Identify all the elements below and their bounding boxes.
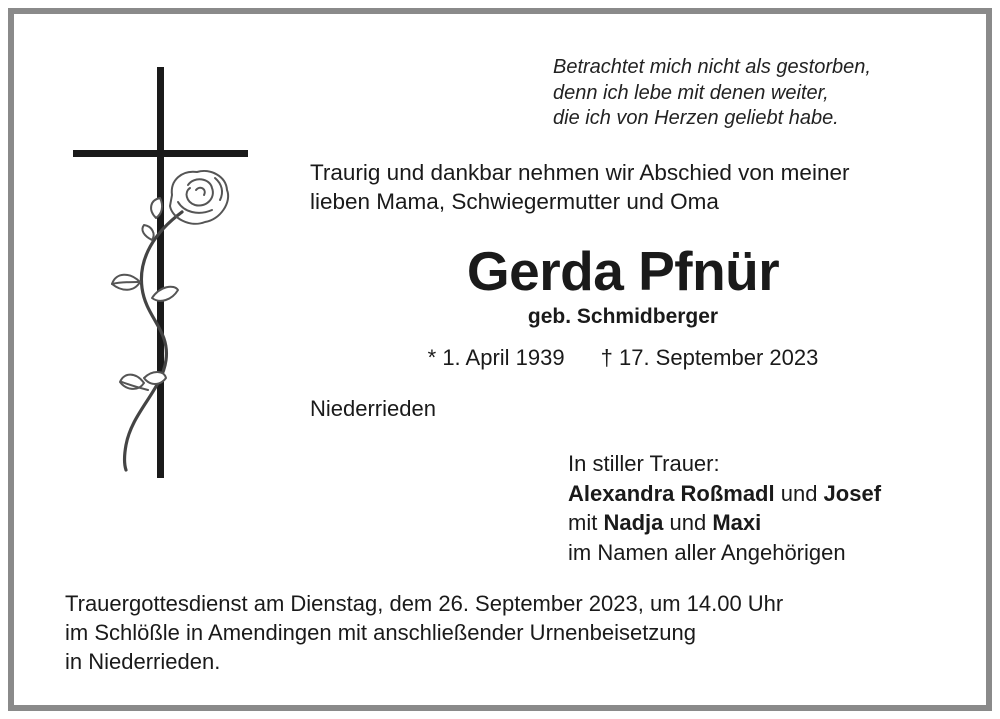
maiden-name: geb. Schmidberger bbox=[527, 305, 719, 328]
intro-line: Traurig und dankbar nehmen wir Abschied von meiner bbox=[310, 160, 850, 185]
mourner-joiner: und bbox=[663, 510, 713, 535]
mourner-prefix: mit bbox=[568, 510, 604, 535]
service-line: in Niederrieden. bbox=[65, 649, 221, 674]
service-line: Trauergottesdienst am Dienstag, dem 26. September 2023, um 14.00 Uhr bbox=[65, 591, 784, 616]
residence-place: Niederrieden bbox=[310, 396, 436, 421]
mourner-name: Maxi bbox=[712, 510, 762, 535]
mourner-name: Alexandra Roßmadl bbox=[568, 480, 775, 506]
intro-line: lieben Mama, Schwiegermutter und Oma bbox=[310, 189, 719, 214]
mourners-closing: im Namen aller Angehörigen bbox=[568, 539, 846, 565]
mourner-joiner: und bbox=[774, 480, 824, 506]
death-date: † 17. September 2023 bbox=[600, 345, 819, 370]
mourner-name: Josef bbox=[823, 480, 882, 506]
poem-line: die ich von Herzen geliebt habe. bbox=[553, 107, 839, 129]
mourners-line bbox=[568, 479, 881, 509]
poem-line: Betrachtet mich nicht als gestorben, bbox=[553, 56, 871, 78]
life-dates bbox=[0, 343, 1000, 373]
mourner-name: Nadja bbox=[603, 510, 664, 535]
service-info bbox=[65, 589, 783, 676]
poem-line: denn ich lebe mit denen weiter, bbox=[553, 81, 829, 104]
mourners-line bbox=[568, 508, 881, 538]
deceased-name: Gerda Pfnür bbox=[466, 240, 780, 302]
service-line: im Schlößle in Amendingen mit anschließender Urnenbeisetzung bbox=[65, 620, 697, 645]
birth-date: * 1. April 1939 bbox=[427, 345, 565, 370]
intro-text bbox=[310, 158, 849, 216]
mourners-heading: In stiller Trauer: bbox=[568, 451, 720, 476]
poem bbox=[553, 55, 871, 132]
mourners-block bbox=[568, 449, 881, 567]
